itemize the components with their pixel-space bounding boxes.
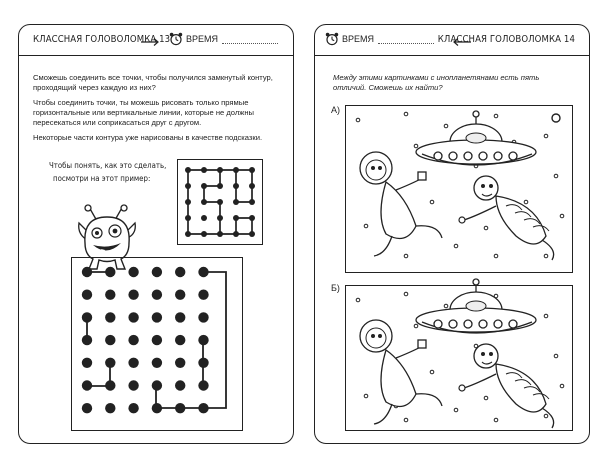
puzzle-dot[interactable] — [198, 380, 208, 390]
aliens-picture-a — [346, 106, 572, 272]
puzzle-dot[interactable] — [198, 403, 208, 413]
puzzle-dot[interactable] — [175, 335, 185, 345]
puzzle-dot[interactable] — [152, 312, 162, 322]
puzzle-dot[interactable] — [82, 358, 92, 368]
example-dot — [249, 199, 255, 205]
left-header — [19, 25, 293, 56]
star — [356, 298, 360, 302]
example-dot — [217, 215, 223, 221]
star — [544, 314, 548, 318]
puzzle-dot[interactable] — [198, 358, 208, 368]
star — [554, 174, 558, 178]
alarm-clock-icon — [169, 32, 183, 46]
label-b: Б) — [331, 283, 340, 293]
star — [484, 226, 488, 230]
puzzle-dot[interactable] — [128, 312, 138, 322]
example-grid — [178, 160, 262, 244]
star — [404, 112, 408, 116]
puzzle-dot[interactable] — [152, 335, 162, 345]
left-paragraph-3: Некоторые части контура уже нарисованы в качестве подсказки. — [33, 133, 263, 142]
aliens-picture-b — [346, 286, 572, 430]
star — [484, 396, 488, 400]
left-paragraph-1: Сможешь соединить все точки, чтобы получился замкнутый контур, проходящий через каждую из них? — [33, 73, 273, 93]
puzzle-dot[interactable] — [82, 403, 92, 413]
right-page — [314, 24, 590, 444]
alien-right — [459, 176, 554, 260]
puzzle-dot[interactable] — [82, 312, 92, 322]
star — [364, 394, 368, 398]
left-time — [169, 32, 278, 46]
example-dot — [201, 215, 207, 221]
example-dot — [217, 231, 223, 237]
star — [444, 304, 448, 308]
puzzle-dot[interactable] — [152, 403, 162, 413]
puzzle-dot[interactable] — [105, 358, 115, 368]
star — [494, 254, 498, 258]
puzzle-dot[interactable] — [128, 290, 138, 300]
puzzle-dot[interactable] — [198, 312, 208, 322]
star — [494, 114, 498, 118]
star — [454, 244, 458, 248]
puzzle-dot[interactable] — [175, 358, 185, 368]
puzzle-dot[interactable] — [128, 403, 138, 413]
puzzle-dot[interactable] — [152, 290, 162, 300]
example-dot — [185, 183, 191, 189]
hint-line-1: Чтобы понять, как это сделать, — [49, 161, 167, 170]
example-dot — [217, 167, 223, 173]
example-dot — [233, 231, 239, 237]
star — [544, 134, 548, 138]
puzzle-dot[interactable] — [82, 267, 92, 277]
star — [356, 118, 360, 122]
picture-a-frame — [345, 105, 573, 273]
picture-b-frame — [345, 285, 573, 431]
puzzle-dot[interactable] — [152, 267, 162, 277]
puzzle-dot[interactable] — [175, 267, 185, 277]
star — [364, 224, 368, 228]
star — [404, 418, 408, 422]
star — [524, 200, 528, 204]
example-dot — [201, 199, 207, 205]
star — [414, 324, 418, 328]
hint-text — [49, 159, 166, 185]
example-dot — [249, 183, 255, 189]
example-dot — [249, 167, 255, 173]
star — [430, 200, 434, 204]
example-dot — [185, 199, 191, 205]
puzzle-dot[interactable] — [82, 290, 92, 300]
example-grid-frame — [177, 159, 263, 245]
right-header — [315, 25, 589, 56]
puzzle-dot[interactable] — [105, 290, 115, 300]
star — [560, 214, 564, 218]
puzzle-grid-frame — [71, 257, 243, 431]
example-dot — [233, 183, 239, 189]
alarm-clock-icon — [325, 32, 339, 46]
right-title: КЛАССНАЯ ГОЛОВОЛОМКА 14 — [437, 34, 575, 45]
puzzle-dot[interactable] — [128, 335, 138, 345]
puzzle-dot[interactable] — [105, 380, 115, 390]
puzzle-dot[interactable] — [105, 403, 115, 413]
puzzle-dot[interactable] — [175, 380, 185, 390]
puzzle-grid — [72, 258, 242, 430]
star — [414, 144, 418, 148]
puzzle-dot[interactable] — [128, 380, 138, 390]
star — [444, 124, 448, 128]
star — [544, 414, 548, 418]
example-dot — [201, 183, 207, 189]
puzzle-dot[interactable] — [198, 290, 208, 300]
example-dot — [201, 231, 207, 237]
example-dot — [185, 231, 191, 237]
puzzle-dot[interactable] — [105, 267, 115, 277]
puzzle-dot[interactable] — [82, 335, 92, 345]
star — [494, 418, 498, 422]
example-dot — [217, 199, 223, 205]
puzzle-dot[interactable] — [152, 380, 162, 390]
example-dot — [185, 215, 191, 221]
left-time-blank[interactable] — [222, 34, 278, 44]
example-dot — [249, 231, 255, 237]
star — [430, 370, 434, 374]
alien-right — [459, 344, 554, 428]
ufo — [416, 279, 536, 333]
right-time — [325, 32, 434, 46]
puzzle-dot[interactable] — [198, 335, 208, 345]
puzzle-dot[interactable] — [128, 267, 138, 277]
example-dot — [201, 167, 207, 173]
star — [404, 292, 408, 296]
left-title: КЛАССНАЯ ГОЛОВОЛОМКА 13 — [33, 34, 171, 45]
example-dot — [233, 167, 239, 173]
ufo — [416, 111, 536, 165]
puzzle-dot[interactable] — [175, 312, 185, 322]
star — [454, 408, 458, 412]
left-time-label: ВРЕМЯ — [186, 34, 219, 44]
alien-left — [360, 152, 442, 256]
star — [554, 354, 558, 358]
puzzle-dot[interactable] — [175, 403, 185, 413]
right-time-label: ВРЕМЯ — [342, 34, 375, 44]
example-dot — [233, 215, 239, 221]
star — [544, 254, 548, 258]
puzzle-dot[interactable] — [198, 267, 208, 277]
example-dot — [217, 183, 223, 189]
example-dot — [185, 167, 191, 173]
left-paragraph-2: Чтобы соединить точки, ты можешь рисовать только прямые горизонтальные или вертикальные линии, которые не должны пересекаться или соприкасаться друг с другом. — [33, 98, 254, 128]
left-page — [18, 24, 294, 444]
label-a: А) — [331, 105, 340, 115]
puzzle-dot[interactable] — [105, 335, 115, 345]
puzzle-dot[interactable] — [128, 358, 138, 368]
example-dot — [233, 199, 239, 205]
example-dot — [249, 215, 255, 221]
right-question: Между этими картинками с инопланетянами есть пять отличий. Сможешь их найти? — [333, 73, 540, 93]
puzzle-dot[interactable] — [152, 358, 162, 368]
arrow-right-icon — [141, 37, 161, 47]
star — [404, 254, 408, 258]
puzzle-dot[interactable] — [82, 380, 92, 390]
right-time-blank[interactable] — [378, 34, 434, 44]
puzzle-dot[interactable] — [175, 290, 185, 300]
puzzle-dot[interactable] — [105, 312, 115, 322]
hint-line-2: посмотри на этот пример: — [53, 174, 151, 183]
star — [560, 384, 564, 388]
